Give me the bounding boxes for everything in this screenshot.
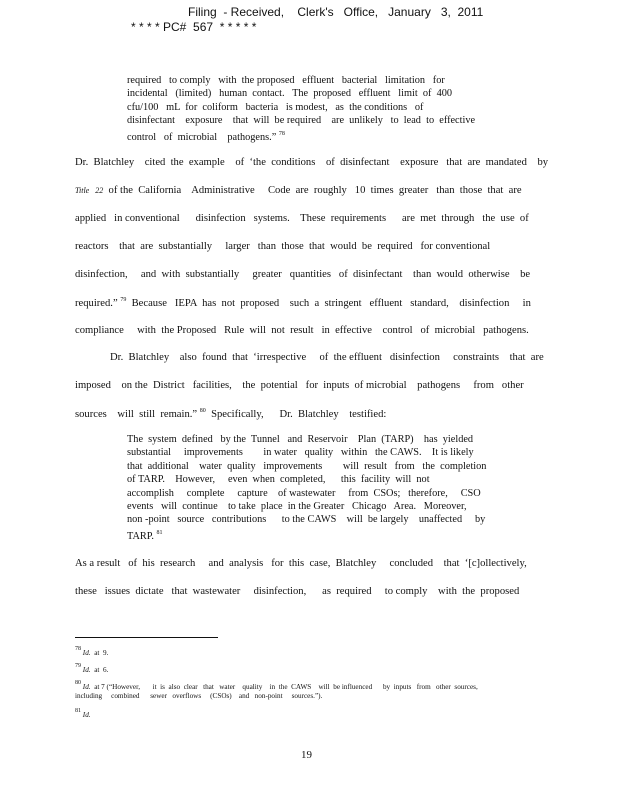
body-line [75, 297, 531, 309]
footnote-ref: 80 [199, 408, 206, 414]
body-text: required.” [75, 298, 118, 309]
quote-line: The system defined by the Tunnel and Reservoir Plan (TARP) has yielded [127, 434, 474, 445]
footnote-81 [75, 707, 91, 720]
quote-line: events will continue to take place in the Greater Chicago Area. Moreover, [127, 501, 467, 513]
footnote-id: Id. [82, 711, 91, 719]
footnote-ref: 79 [120, 297, 127, 303]
footnote-text: at 6. [90, 666, 109, 674]
quote-line: non -point source contributions to the CAWS will be largely unaffected by [127, 514, 486, 526]
body-line: disinfection, and with substantially greater quantities of disinfectant than would otherwise be [75, 269, 531, 280]
block-quote-1 [127, 74, 475, 144]
body-line [75, 408, 386, 420]
footnote-number: 80 [75, 680, 81, 686]
body-line: As a result of his research and analysis for this case, Blatchley concluded that ‘[c]ollectively, [75, 558, 527, 569]
footnote-id: Id. [82, 649, 91, 657]
body-line: applied in conventional disinfection systems. These requirements are met through the use of [75, 213, 529, 224]
pc-number-header: * * * * PC# 567 * * * * * [131, 20, 257, 34]
filing-header: Filing - Received, Clerk's Office, January 3, 2011 [188, 5, 484, 19]
citation-italic: Title 22 [75, 186, 104, 195]
quote-text: TARP. [127, 530, 154, 542]
footnote-79 [75, 662, 108, 675]
footnote-divider [75, 637, 218, 638]
quote-line: disinfectant exposure that will be required are unlikely to lead to effective [127, 115, 476, 127]
footnote-number: 79 [75, 663, 81, 669]
quote-line: substantial improvements in water quality within the CAWS. It is likely [127, 447, 474, 459]
footnote-id: Id. [82, 683, 91, 691]
quote-line: incidental (limited) human contact. The proposed effluent limit of 400 [127, 88, 453, 100]
quote-line [127, 527, 486, 543]
footnote-text: at 9. [90, 649, 109, 657]
quote-line: accomplish complete capture of wastewater from CSOs; therefore, CSO [127, 487, 481, 499]
quote-line: of TARP. However, even when completed, this facility will not [127, 474, 430, 486]
body-line: reactors that are substantially larger than those that would be required for conventional [75, 241, 491, 252]
page-number: 19 [301, 749, 312, 761]
footnote-number: 78 [75, 646, 81, 652]
body-line [75, 185, 522, 196]
body-text: Specifically, Dr. Blatchley testified: [205, 409, 387, 420]
quote-line [127, 128, 475, 144]
body-line: these issues dictate that wastewater disinfection, as required to comply with the proposed [75, 586, 520, 597]
footnote-ref: 78 [278, 130, 285, 137]
block-quote-2 [127, 433, 486, 543]
footnote-ref: 81 [156, 529, 163, 536]
body-text: of the California Administrative Code are roughly 10 times greater than those that are [103, 185, 522, 196]
footnote-78 [75, 645, 108, 658]
quote-line: cfu/100 mL for coliform bacteria is modest, as the conditions of [127, 101, 424, 113]
footnote-80 [75, 679, 478, 701]
footnote-text: at 7 (“However, it is also clear that water quality in the CAWS will be influenced by inputs from other sources, [90, 683, 478, 691]
footnote-text: including combined sewer overflows (CSOs) and non-point sources.”). [75, 692, 323, 700]
body-line: compliance with the Proposed Rule will not result in effective control of microbial pathogens. [75, 325, 529, 336]
body-line: imposed on the District facilities, the potential for inputs of microbial pathogens from other [75, 380, 524, 391]
body-line: Dr. Blatchley also found that ‘irrespective of the effluent disinfection constraints that are [110, 352, 544, 363]
body-line: Dr. Blatchley cited the example of ‘the conditions of disinfectant exposure that are mandated by [75, 157, 549, 168]
quote-line: that additional water quality improvements will result from the completion [127, 460, 487, 472]
footnote-id: Id. [82, 666, 91, 674]
body-text: Because IEPA has not proposed such a stringent effluent standard, disinfection in [126, 298, 531, 309]
footnote-number: 81 [75, 708, 81, 714]
body-text: sources will still remain.” [75, 409, 198, 420]
quote-line: required to comply with the proposed effluent bacterial limitation for [127, 75, 445, 86]
quote-text: control of microbial pathogens.” [127, 131, 277, 143]
